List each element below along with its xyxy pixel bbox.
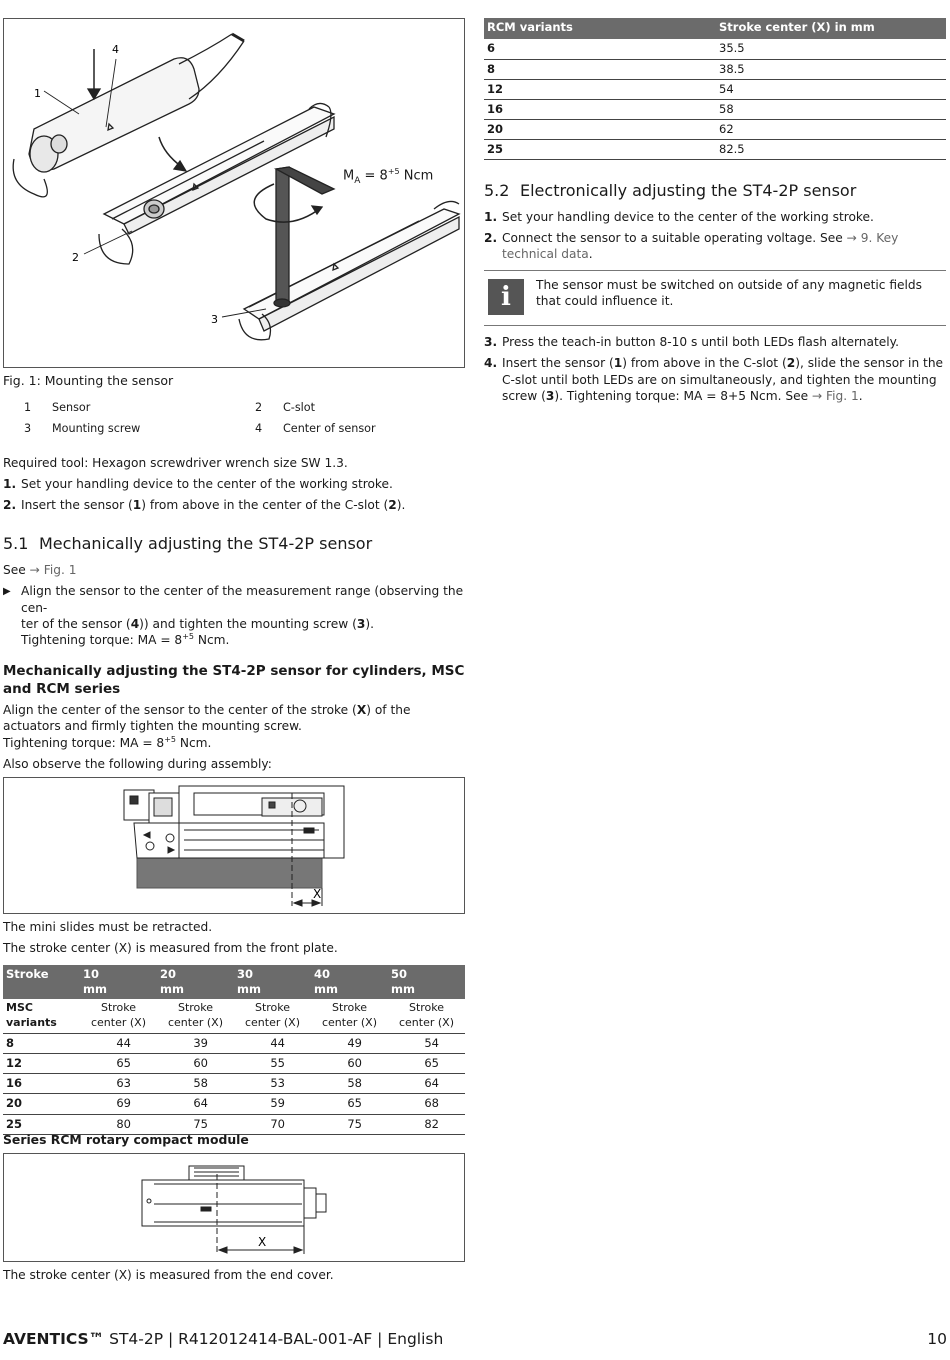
rcm-heading: Series RCM rotary compact module — [3, 1132, 249, 1147]
msc-value-cell: 58 — [311, 1074, 388, 1094]
msc-table — [3, 965, 465, 1135]
legend-item-sensor: 1 Sensor — [24, 401, 91, 414]
msc-table-row — [3, 1033, 465, 1053]
rcm-value-cell: 38.5 — [716, 59, 946, 79]
rcm-value-cell: 35.5 — [716, 39, 946, 59]
msc-variant-cell: 8 — [3, 1033, 80, 1053]
rcm-value-cell: 58 — [716, 99, 946, 119]
msc-value-cell: 54 — [388, 1033, 465, 1053]
rcm-table-row — [484, 140, 946, 160]
msc-th-30: 30 mm — [234, 965, 311, 999]
rcm-table-row — [484, 79, 946, 99]
fig-1-link[interactable]: → Fig. 1 — [29, 563, 77, 578]
msc-value-cell: 60 — [157, 1054, 234, 1074]
rcm-value-cell: 62 — [716, 120, 946, 140]
msc-th-50: 50 mm — [388, 965, 465, 999]
rcm-th-variants: RCM variants — [484, 18, 716, 39]
msc-value-cell: 64 — [157, 1094, 234, 1114]
rcm-variant-cell: 20 — [484, 120, 716, 140]
msc-value-cell: 75 — [311, 1114, 388, 1134]
msc-value-cell: 63 — [80, 1074, 157, 1094]
section-5-2-heading: 5.2 Electronically adjusting the ST4-2P sensor — [484, 181, 857, 200]
msc-value-cell: 59 — [234, 1094, 311, 1114]
msc-value-cell: 82 — [388, 1114, 465, 1134]
msc-subheader-row — [3, 999, 465, 1033]
info-text: The sensor must be switched on outside of any magnetic fields that could influence it. — [536, 278, 922, 309]
msc-table-row — [3, 1094, 465, 1114]
msc-value-cell: 80 — [80, 1114, 157, 1134]
msc-table-row — [3, 1054, 465, 1074]
msc-th-10: 10 mm — [80, 965, 157, 999]
rcm-table-row — [484, 39, 946, 59]
info-icon: i — [488, 279, 524, 315]
rcm-table — [484, 18, 946, 160]
msc-th-20: 20 mm — [157, 965, 234, 999]
msc-table-row — [3, 1074, 465, 1094]
msc-value-cell: 65 — [311, 1094, 388, 1114]
page-footer — [3, 1329, 947, 1349]
rcm-x-label: X — [258, 1235, 267, 1249]
rcm-variant-cell: 25 — [484, 140, 716, 160]
section-5-1-heading: 5.1 Mechanically adjusting the ST4-2P sensor — [3, 534, 373, 554]
msc-illustration — [4, 778, 464, 913]
msc-value-cell: 68 — [388, 1094, 465, 1114]
cylinder-adjust-heading: Mechanically adjusting the ST4-2P sensor for cylinders, MSC and RCM series — [3, 662, 465, 698]
rcm-figure — [3, 1153, 465, 1262]
fig-1-link-2[interactable]: → Fig. 1 — [811, 388, 859, 403]
rcm-variant-cell: 8 — [484, 59, 716, 79]
msc-notes — [3, 919, 465, 961]
callout-2: 2 — [72, 251, 79, 264]
footer-doc-id: ST4-2P | R412012414-BAL-001-AF | English — [104, 1330, 444, 1348]
legend-item-c-slot: 2 C-slot — [255, 401, 316, 414]
msc-subheader-cell: MSC variants — [3, 999, 80, 1033]
left-column — [3, 455, 465, 793]
rcm-variant-cell: 16 — [484, 99, 716, 119]
rcm-illustration — [4, 1154, 464, 1261]
sec52-step-3: 3. Press the teach-in button 8-10 s until both LEDs flash alternately. — [484, 335, 899, 350]
msc-variant-cell: 20 — [3, 1094, 80, 1114]
page-number: 10 — [927, 1330, 947, 1348]
end-cover-note: The stroke center (X) is measured from the end cover. — [3, 1268, 334, 1282]
rcm-th-stroke-center: Stroke center (X) in mm — [716, 18, 946, 39]
info-box — [484, 270, 946, 326]
align-action: ▶ Align the sensor to the center of the measurement range (observing the cen- ter of the sensor (4)) and tighten the mounting screw (3). Tightening torque: MA = $8^{+5}$ Ncm. — [3, 584, 464, 647]
msc-variant-cell: 12 — [3, 1054, 80, 1074]
mounting-illustration — [4, 19, 464, 367]
figure-1-mounting — [3, 18, 465, 368]
msc-th-stroke: Stroke — [3, 965, 80, 999]
msc-value-cell: 60 — [311, 1054, 388, 1074]
see-fig-1: See → Fig. 1 — [3, 563, 77, 578]
msc-value-cell: 55 — [234, 1054, 311, 1074]
msc-subheader-cell: Stroke center (X) — [388, 999, 465, 1033]
msc-figure — [3, 777, 465, 914]
msc-subheader-cell: Stroke center (X) — [80, 999, 157, 1033]
required-tool: Required tool: Hexagon screwdriver wrench size SW 1.3. — [3, 456, 348, 470]
step-1: 1. Set your handling device to the center of the working stroke. — [3, 477, 393, 492]
figure-1-caption: Fig. 1: Mounting the sensor — [3, 373, 174, 388]
legend-item-mounting-screw: 3 Mounting screw — [24, 421, 141, 435]
sec52-step-4: 4. Insert the sensor (1) from above in the C-slot (2), slide the sensor in the C-slot until both LEDs are on simultaneously, and tighten the mounting screw (3). Tightening torque: MA = 8+5 Ncm. See → Fig. 1. — [484, 356, 944, 403]
msc-th-40: 40 mm — [311, 965, 388, 999]
front-plate-note: The stroke center (X) is measured from the front plate. — [3, 941, 338, 956]
key-technical-data-link[interactable]: → 9. Key technical data — [502, 231, 899, 262]
msc-value-cell: 64 — [388, 1074, 465, 1094]
rcm-table-row — [484, 59, 946, 79]
msc-value-cell: 75 — [157, 1114, 234, 1134]
rcm-variant-cell: 6 — [484, 39, 716, 59]
callout-4: 4 — [112, 43, 119, 56]
step-2: 2. Insert the sensor (1) from above in the center of the C-slot (2). — [3, 498, 406, 513]
callout-1: 1 — [34, 87, 41, 100]
footer-brand: AVENTICS™ — [3, 1330, 105, 1348]
msc-subheader-cell: Stroke center (X) — [157, 999, 234, 1033]
sec52-step-2: 2. Connect the sensor to a suitable operating voltage. See → 9. Key technical data. — [484, 231, 899, 262]
callout-3: 3 — [211, 313, 218, 326]
msc-value-cell: 44 — [234, 1033, 311, 1053]
rcm-variant-cell: 12 — [484, 79, 716, 99]
torque-label: $M_A = 8^{+5}$ Ncm — [343, 167, 434, 186]
observe-text: Also observe the following during assembly: — [3, 756, 272, 771]
rcm-value-cell: 54 — [716, 79, 946, 99]
msc-value-cell: 65 — [388, 1054, 465, 1074]
msc-value-cell: 69 — [80, 1094, 157, 1114]
msc-value-cell: 65 — [80, 1054, 157, 1074]
msc-value-cell: 44 — [80, 1033, 157, 1053]
msc-value-cell: 70 — [234, 1114, 311, 1134]
msc-value-cell: 49 — [311, 1033, 388, 1053]
msc-value-cell: 58 — [157, 1074, 234, 1094]
figure-1-legend — [3, 401, 465, 443]
retracted-note: The mini slides must be retracted. — [3, 920, 213, 934]
msc-value-cell: 53 — [234, 1074, 311, 1094]
sec52-step-1: 1. Set your handling device to the center of the working stroke. — [484, 210, 874, 225]
msc-variant-cell: 25 — [3, 1114, 80, 1134]
msc-value-cell: 39 — [157, 1033, 234, 1053]
legend-item-center-of-sensor: 4 Center of sensor — [255, 421, 376, 435]
align-center-text: Align the center of the sensor to the center of the stroke (X) of the actuators and firmly tighten the mounting screw. Tightening torque: MA = $8^{+5}$ Ncm. — [3, 703, 411, 750]
msc-subheader-cell: Stroke center (X) — [234, 999, 311, 1033]
msc-x-label: X — [313, 887, 322, 901]
rcm-table-row — [484, 99, 946, 119]
msc-variant-cell: 16 — [3, 1074, 80, 1094]
rcm-value-cell: 82.5 — [716, 140, 946, 160]
rcm-table-row — [484, 120, 946, 140]
section-5-2 — [484, 180, 946, 409]
msc-subheader-cell: Stroke center (X) — [311, 999, 388, 1033]
